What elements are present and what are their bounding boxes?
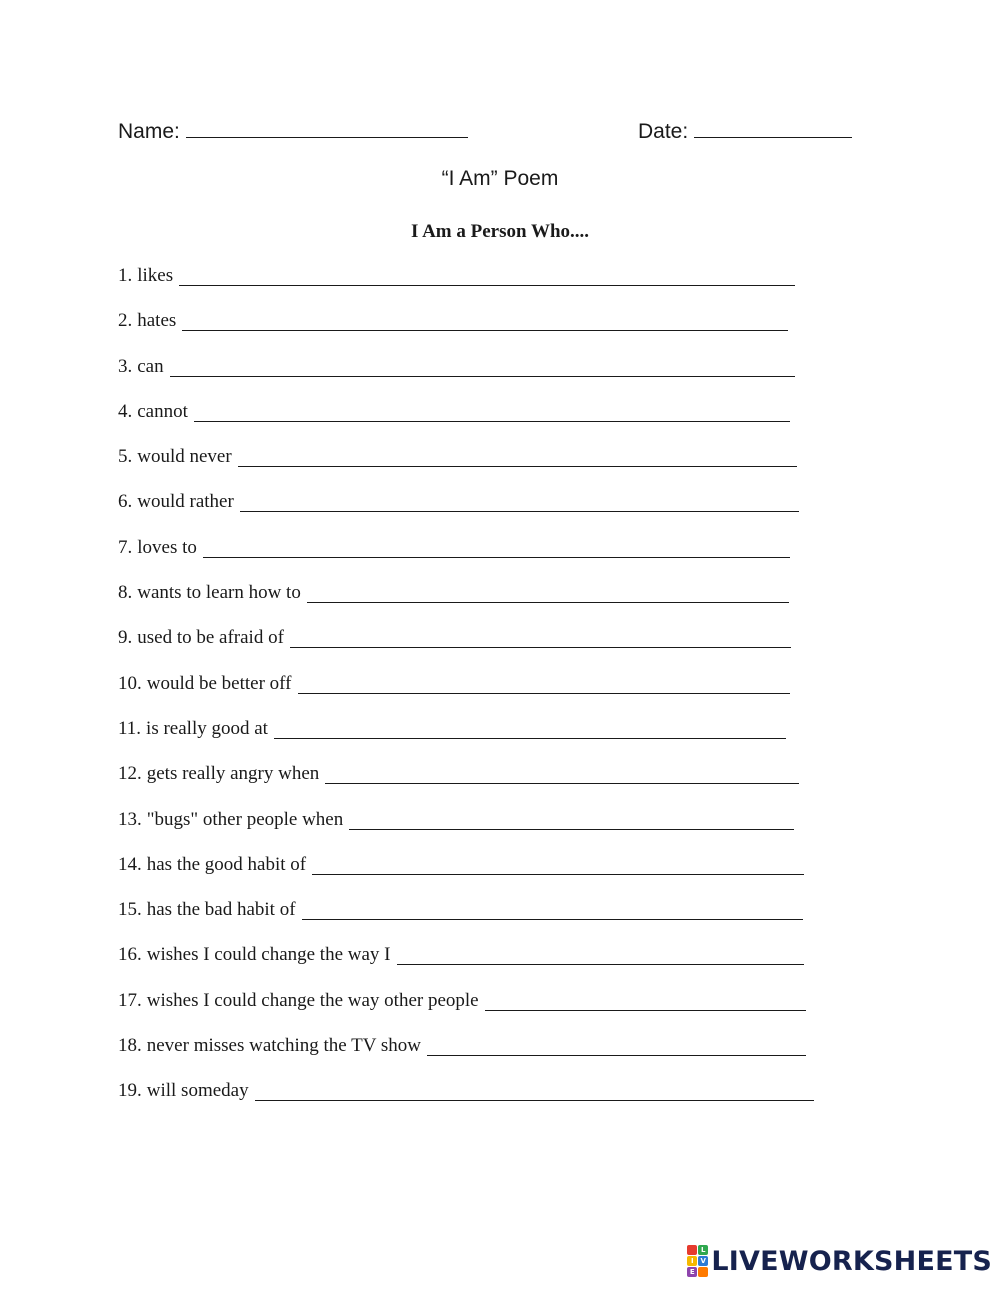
prompt-text: likes — [137, 265, 174, 286]
date-blank[interactable] — [694, 118, 852, 138]
prompt-item — [118, 491, 818, 536]
prompt-text: would be better off — [146, 672, 292, 694]
answer-blank[interactable] — [194, 401, 790, 422]
prompt-item — [118, 990, 818, 1035]
prompt-text: cannot — [137, 400, 188, 422]
prompt-item — [118, 944, 818, 989]
answer-blank[interactable] — [255, 1080, 814, 1101]
answer-blank[interactable] — [312, 854, 804, 875]
prompt-text: wants to learn how to — [137, 582, 301, 604]
prompt-text: has the bad habit of — [146, 899, 296, 921]
logo-tile: L — [698, 1245, 708, 1255]
answer-blank[interactable] — [427, 1035, 806, 1056]
answer-blank[interactable] — [182, 310, 788, 331]
prompt-number: 2. — [118, 310, 133, 332]
brand-text: LIVEWORKSHEETS — [711, 1245, 992, 1277]
prompt-item — [118, 627, 818, 672]
prompt-number: 6. — [118, 491, 133, 513]
prompt-number: 10. — [118, 672, 142, 694]
prompt-item — [118, 265, 818, 310]
prompt-number: 8. — [118, 582, 133, 604]
answer-blank[interactable] — [170, 356, 795, 377]
prompt-number: 5. — [118, 446, 133, 468]
prompt-text: can — [137, 355, 164, 377]
prompt-item — [118, 854, 818, 899]
prompt-text: "bugs" other people when — [146, 808, 344, 830]
answer-blank[interactable] — [349, 809, 794, 830]
prompt-text: never misses watching the TV show — [146, 1035, 421, 1057]
answer-blank[interactable] — [298, 673, 791, 694]
name-label: Name: — [118, 120, 180, 143]
prompt-number: 13. — [118, 808, 142, 830]
prompt-item — [118, 1080, 818, 1125]
prompt-item — [118, 446, 818, 491]
prompt-number: 15. — [118, 899, 142, 921]
prompt-item — [118, 537, 818, 582]
prompt-number: 18. — [118, 1035, 142, 1057]
prompt-number: 14. — [118, 853, 142, 875]
prompt-number: 17. — [118, 989, 142, 1011]
prompt-item — [118, 401, 818, 446]
logo-tile — [687, 1245, 697, 1255]
name-line — [118, 118, 468, 144]
prompt-text: gets really angry when — [146, 763, 320, 785]
prompt-number: 12. — [118, 763, 142, 785]
prompt-item — [118, 763, 818, 808]
poem-title: “I Am” Poem — [441, 167, 559, 190]
liveworksheets-logo — [687, 1245, 992, 1277]
prompt-number: 19. — [118, 1080, 142, 1102]
prompt-text: hates — [137, 310, 177, 332]
prompt-item — [118, 310, 818, 355]
date-line — [638, 118, 852, 144]
answer-blank[interactable] — [302, 899, 803, 920]
prompt-number: 1. — [118, 265, 133, 286]
prompt-text: has the good habit of — [146, 853, 307, 875]
prompt-item — [118, 899, 818, 944]
prompt-item — [118, 809, 818, 854]
prompt-text: will someday — [146, 1080, 249, 1102]
prompt-item — [118, 1035, 818, 1080]
logo-tile: V — [698, 1256, 708, 1266]
logo-tile — [698, 1267, 708, 1277]
date-label: Date: — [638, 120, 689, 143]
prompt-number: 9. — [118, 627, 133, 649]
liveworksheets-logo-icon — [687, 1245, 708, 1277]
answer-blank[interactable] — [203, 537, 790, 558]
prompt-number: 7. — [118, 536, 133, 558]
answer-blank[interactable] — [240, 491, 799, 512]
answer-blank[interactable] — [397, 944, 804, 965]
poem-subtitle: I Am a Person Who.... — [410, 221, 590, 242]
prompt-item — [118, 673, 818, 718]
answer-blank[interactable] — [274, 718, 786, 739]
name-blank[interactable] — [186, 118, 468, 138]
prompt-text: wishes I could change the way other people — [146, 989, 479, 1011]
prompt-text: would rather — [137, 491, 234, 513]
prompt-number: 4. — [118, 400, 133, 422]
prompt-text: would never — [137, 446, 232, 468]
answer-blank[interactable] — [325, 763, 799, 784]
prompt-item — [118, 356, 818, 401]
answer-blank[interactable] — [290, 627, 791, 648]
answer-blank[interactable] — [179, 265, 795, 286]
logo-tile: I — [687, 1256, 697, 1266]
answer-blank[interactable] — [238, 446, 797, 467]
prompt-text: loves to — [137, 536, 197, 558]
prompt-number: 11. — [118, 717, 142, 739]
prompt-number: 16. — [118, 944, 142, 966]
answer-blank[interactable] — [485, 990, 806, 1011]
prompt-text: used to be afraid of — [137, 627, 284, 649]
prompt-number: 3. — [118, 355, 133, 377]
logo-tile: E — [687, 1267, 697, 1277]
prompt-item — [118, 582, 818, 627]
answer-blank[interactable] — [307, 582, 789, 603]
prompt-text: wishes I could change the way I — [146, 944, 391, 966]
prompt-list — [118, 265, 818, 1126]
prompt-item — [118, 718, 818, 763]
prompt-text: is really good at — [146, 717, 268, 739]
